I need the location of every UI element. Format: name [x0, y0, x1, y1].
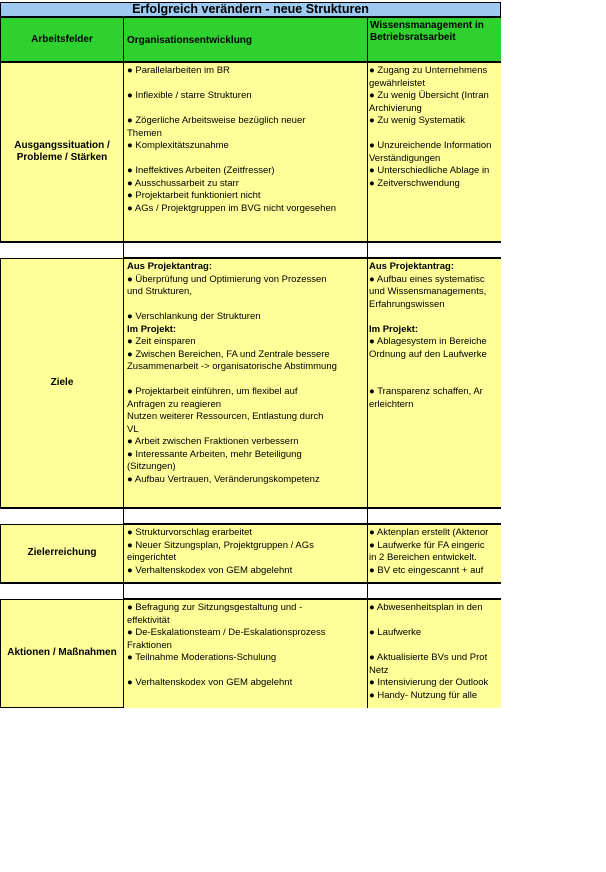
row-aktionen	[0, 599, 501, 708]
header-row	[0, 17, 501, 62]
spacer-cell	[367, 508, 501, 524]
text-line: Archivierung	[369, 102, 422, 114]
text-line: ● Teilnahme Moderations-Schulung	[127, 652, 277, 663]
zielerreichung-organisation-cell	[123, 524, 367, 583]
text-line	[369, 615, 499, 628]
text-line: in 2 Bereichen entwickelt.	[369, 552, 477, 563]
text-line	[127, 78, 365, 91]
row-ziele	[0, 258, 501, 508]
text-line: ● De-Eskalationsteam / De-Eskalationsprozess	[127, 627, 326, 638]
text-line: ● Unterschiedliche Ablage in	[369, 165, 490, 176]
spacer-cell	[123, 242, 367, 258]
text-line: ● Zögerliche Arbeitsweise bezüglich neuer	[127, 115, 306, 126]
header-col3-line2: Betriebsratsarbeit	[370, 32, 456, 43]
label-aktionen: Aktionen / Maßnahmen	[0, 599, 123, 708]
text-line: ● Parallelarbeiten im BR	[127, 65, 230, 76]
text-line: eingerichtet	[127, 552, 177, 563]
text-line: ● Zu wenig Übersicht (Intran	[369, 90, 489, 101]
text-line	[369, 374, 499, 387]
text-line	[369, 361, 499, 374]
text-line: ● Überprüfung und Optimierung von Prozessen	[127, 273, 327, 285]
text-line: ● Arbeit zwischen Fraktionen verbessern	[127, 436, 299, 447]
spacer-cell	[367, 242, 501, 258]
text-line: ● Handy- Nutzung für alle	[369, 689, 478, 701]
text-line: ● Unzureichende Information	[369, 140, 492, 151]
text-line: Im Projekt:	[127, 323, 177, 335]
text-line: ● Ineffektives Arbeiten (Zeitfresser)	[127, 165, 275, 176]
header-col3-line1: Wissensmanagement in	[370, 20, 484, 31]
text-line: Anfragen zu reagieren	[127, 398, 222, 410]
text-line: ● Verschlankung der Strukturen	[127, 311, 261, 322]
text-line: ● Befragung zur Sitzungsgestaltung und -	[127, 602, 303, 613]
text-line: ● Transparenz schaffen, Ar	[369, 386, 483, 397]
text-line	[369, 640, 499, 653]
spacer-row	[0, 242, 501, 258]
text-line: ● Zwischen Bereichen, FA und Zentrale bessere	[127, 348, 330, 360]
ziele-organisation-cell	[123, 258, 367, 508]
text-line: ● Projektarbeit einführen, um flexibel auf	[127, 386, 298, 397]
text-line: ● Neuer Sitzungsplan, Projektgruppen / AGs	[127, 539, 314, 551]
spacer-cell	[123, 508, 367, 524]
text-line: Themen	[127, 127, 162, 139]
text-line: und Strukturen,	[127, 286, 192, 297]
text-line: gewährleistet	[369, 77, 425, 89]
text-line: Fraktionen	[127, 639, 172, 651]
label-ziele: Ziele	[0, 258, 123, 508]
aktionen-organisation-cell	[123, 599, 367, 708]
text-line: ● Strukturvorschlag erarbeitet	[127, 527, 253, 538]
spacer-cell	[0, 242, 123, 258]
text-line: Zusammenarbeit -> organisatorische Abstimmung	[127, 361, 337, 372]
text-line: Verständigungen	[369, 152, 441, 164]
text-line: Nutzen weiterer Ressourcen, Entlastung durch	[127, 411, 324, 422]
text-line: ● BV etc eingescannt + auf	[369, 564, 484, 576]
text-line	[127, 103, 365, 116]
ausgang-organisation-cell	[123, 62, 367, 242]
sheet-title: Erfolgreich verändern - neue Strukturen	[0, 2, 501, 17]
text-line: ● Zeit einsparen	[127, 336, 196, 347]
text-line: ● Zeitverschwendung	[369, 177, 460, 189]
label-zielerreichung: Zielerreichung	[0, 524, 123, 583]
text-line: erleichtern	[369, 398, 414, 410]
text-line: ● Aufbau Vertrauen, Veränderungskompetenz	[127, 473, 320, 485]
text-line	[127, 153, 365, 166]
text-line	[127, 665, 365, 678]
text-line: ● Intensivierung der Outlook	[369, 677, 489, 688]
text-line: ● Laufwerke für FA eingeric	[369, 539, 485, 551]
header-wissensmanagement	[367, 17, 501, 62]
spacer-cell	[367, 583, 501, 599]
text-line: Netz	[369, 664, 389, 676]
text-line: ● Interessante Arbeiten, mehr Beteiligung	[127, 448, 302, 460]
header-arbeitsfelder: Arbeitsfelder	[0, 17, 123, 62]
text-line: ● Aktenplan erstellt (Aktenor	[369, 527, 489, 538]
header-organisationsentwicklung: Organisationsentwicklung	[123, 17, 367, 62]
text-line	[369, 128, 499, 141]
text-line: ● Zu wenig Systematik	[369, 115, 466, 126]
text-line: Aus Projektantrag:	[369, 261, 454, 272]
aktionen-wissen-cell	[367, 599, 501, 708]
text-line	[127, 299, 365, 312]
text-line: ● Inflexible / starre Strukturen	[127, 90, 252, 101]
text-line: ● Verhaltenskodex von GEM abgelehnt	[127, 564, 293, 576]
spacer-cell	[0, 508, 123, 524]
text-line: ● Projektarbeit funktioniert nicht	[127, 190, 261, 201]
text-line: ● Komplexitätszunahme	[127, 140, 229, 151]
spacer-cell	[0, 583, 123, 599]
spacer-row	[0, 583, 501, 599]
text-line: Ordnung auf den Laufwerke	[369, 348, 487, 360]
text-line: ● Abwesenheitsplan in den	[369, 602, 483, 613]
text-line: ● Zugang zu Unternehmens	[369, 65, 488, 76]
text-line: Im Projekt:	[369, 323, 419, 335]
text-line	[127, 374, 365, 387]
spacer-row	[0, 508, 501, 524]
text-line: und Wissensmanagements,	[369, 286, 487, 297]
ziele-wissen-cell	[367, 258, 501, 508]
text-line: ● Verhaltenskodex von GEM abgelehnt	[127, 677, 293, 688]
spacer-cell	[123, 583, 367, 599]
text-line: (Sitzungen)	[127, 461, 176, 472]
text-line: ● Aufbau eines systematisc	[369, 273, 485, 285]
text-line: effektivität	[127, 614, 170, 626]
text-line	[369, 311, 499, 324]
text-line: Erfahrungswissen	[369, 298, 445, 310]
text-line: ● Ablagesystem in Bereiche	[369, 336, 487, 347]
ausgang-wissen-cell	[367, 62, 501, 242]
text-line: Aus Projektantrag:	[127, 261, 212, 272]
row-ausgangssituation	[0, 62, 501, 242]
text-line: ● AGs / Projektgruppen im BVG nicht vorgesehen	[127, 202, 337, 214]
text-line: ● Laufwerke	[369, 627, 422, 638]
text-line: VL	[127, 423, 139, 435]
zielerreichung-wissen-cell	[367, 524, 501, 583]
label-ausgangssituation: Ausgangssituation / Probleme / Stärken	[0, 62, 123, 242]
row-zielerreichung	[0, 524, 501, 583]
text-line: ● Aktualisierte BVs und Prot	[369, 652, 488, 663]
text-line: ● Ausschussarbeit zu starr	[127, 177, 239, 189]
